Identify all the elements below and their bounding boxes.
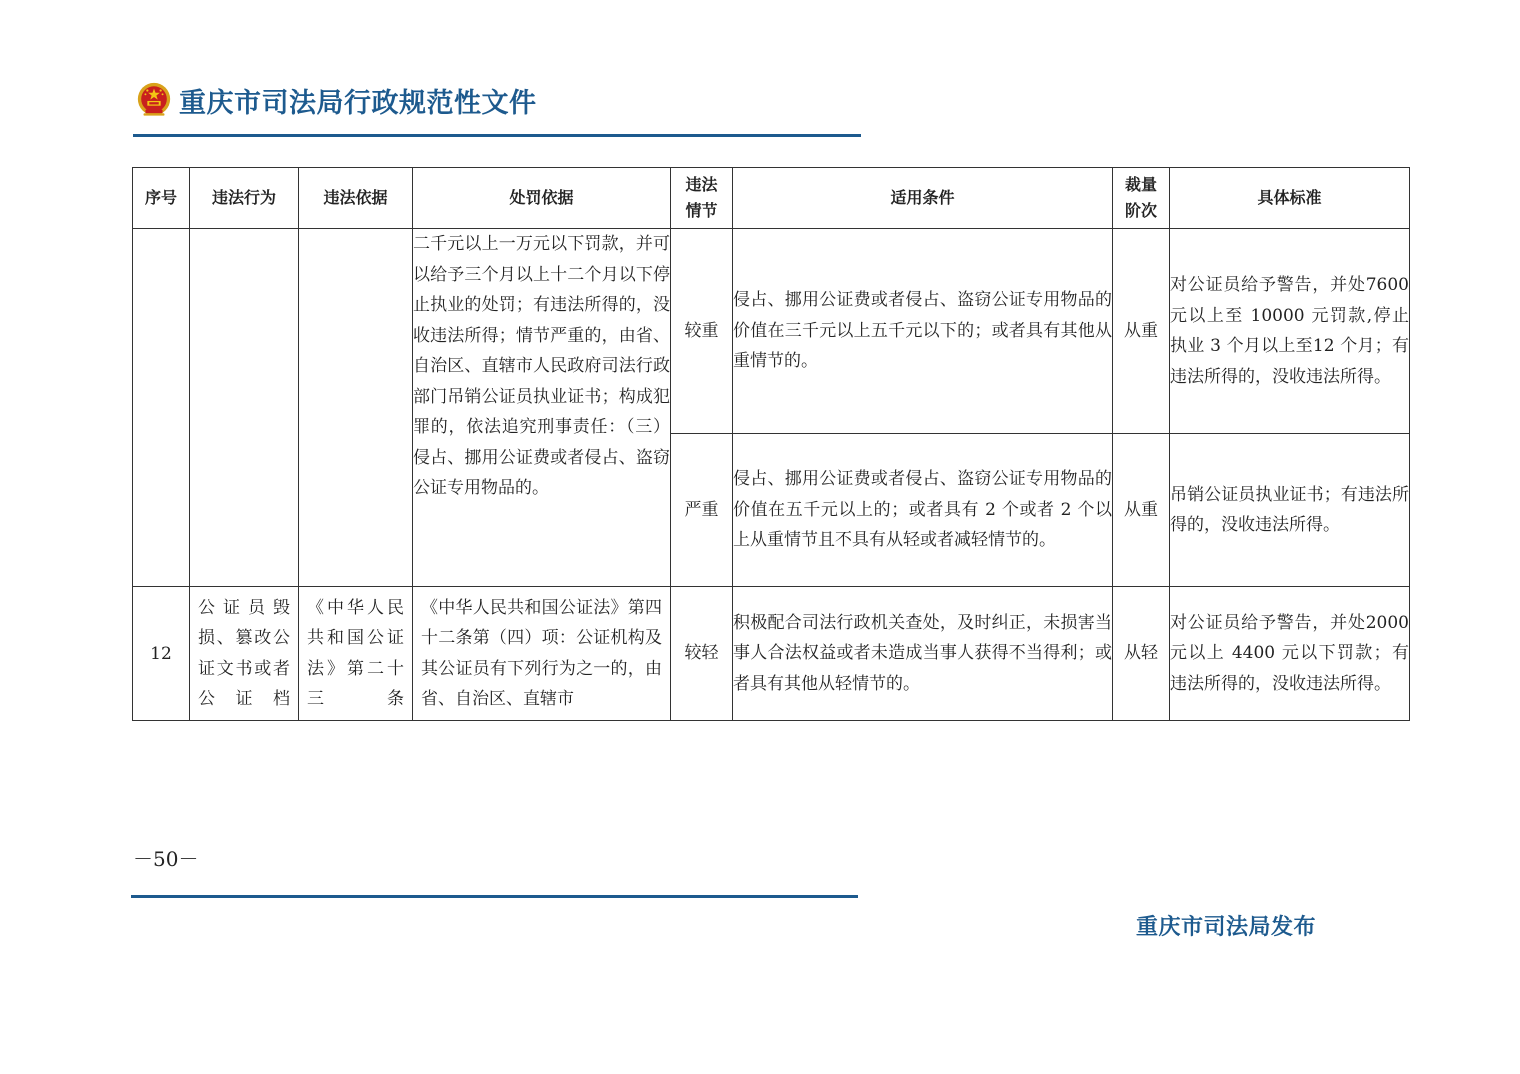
table-header-row — [133, 168, 1410, 229]
cell-standard: 对公证员给予警告，并处2000 元以上 4400 元以下罚款；有违法所得的，没收违法所得。 — [1170, 587, 1410, 721]
national-emblem-icon — [135, 81, 173, 119]
cell-basis-empty — [299, 229, 413, 587]
cell-discretion-level: 从轻 — [1113, 587, 1170, 721]
header-conditions: 适用条件 — [733, 168, 1113, 229]
header-circumstance: 违法 情节 — [671, 168, 733, 229]
cell-standard: 对公证员给予警告，并处7600 元以上至 10000 元罚款,停止执业 3 个月以上至12 个月；有违法所得的，没收违法所得。 — [1170, 229, 1410, 434]
cell-act: 公证员毁损、篡改公证文书或者公证档 — [190, 587, 299, 721]
footer-divider — [131, 895, 858, 898]
document-title: 重庆市司法局行政规范性文件 — [179, 87, 537, 119]
cell-basis: 《中华人民共和国公证法》第二十三条 — [299, 587, 413, 721]
cell-conditions: 积极配合司法行政机关查处，及时纠正，未损害当事人合法权益或者未造成当事人获得不当得利；或者具有其他从轻情节的。 — [733, 587, 1113, 721]
cell-seq: 12 — [133, 587, 190, 721]
header-penalty-basis: 处罚依据 — [413, 168, 671, 229]
cell-circumstance: 较重 — [671, 229, 733, 434]
cell-act-empty — [190, 229, 299, 587]
page-number: －50－ — [133, 847, 199, 871]
header-seq: 序号 — [133, 168, 190, 229]
table-row — [133, 587, 1410, 721]
header-act: 违法行为 — [190, 168, 299, 229]
header-standard: 具体标准 — [1170, 168, 1410, 229]
cell-conditions: 侵占、挪用公证费或者侵占、盗窃公证专用物品的价值在三千元以上五千元以下的；或者具有其他从重情节的。 — [733, 229, 1113, 434]
header-divider — [133, 134, 861, 137]
cell-conditions: 侵占、挪用公证费或者侵占、盗窃公证专用物品的价值在五千元以上的；或者具有 2 个或者 2 个以上从重情节且不具有从轻或者减轻情节的。 — [733, 434, 1113, 587]
penalty-standards-table — [132, 167, 1410, 721]
cell-circumstance: 较轻 — [671, 587, 733, 721]
table-row — [133, 229, 1410, 434]
header-discretion-level: 裁量 阶次 — [1113, 168, 1170, 229]
cell-penalty-basis: 二千元以上一万元以下罚款，并可以给予三个月以上十二个月以下停止执业的处罚；有违法所得的，没收违法所得；情节严重的，由省、自治区、直辖市人民政府司法行政部门吊销公证员执业证书；构成犯罪的，依法追究刑事责任：（三）侵占、挪用公证费或者侵占、盗窃公证专用物品的。 — [413, 229, 671, 587]
cell-seq-empty — [133, 229, 190, 587]
cell-circumstance: 严重 — [671, 434, 733, 587]
publisher-name: 重庆市司法局发布 — [1136, 915, 1317, 940]
header-basis: 违法依据 — [299, 168, 413, 229]
cell-discretion-level: 从重 — [1113, 229, 1170, 434]
cell-discretion-level: 从重 — [1113, 434, 1170, 587]
cell-standard: 吊销公证员执业证书；有违法所得的，没收违法所得。 — [1170, 434, 1410, 587]
document-header — [135, 78, 537, 122]
cell-penalty-basis: 《中华人民共和国公证法》第四十二条第（四）项：公证机构及其公证员有下列行为之一的，由省、自治区、直辖市 — [413, 587, 671, 721]
